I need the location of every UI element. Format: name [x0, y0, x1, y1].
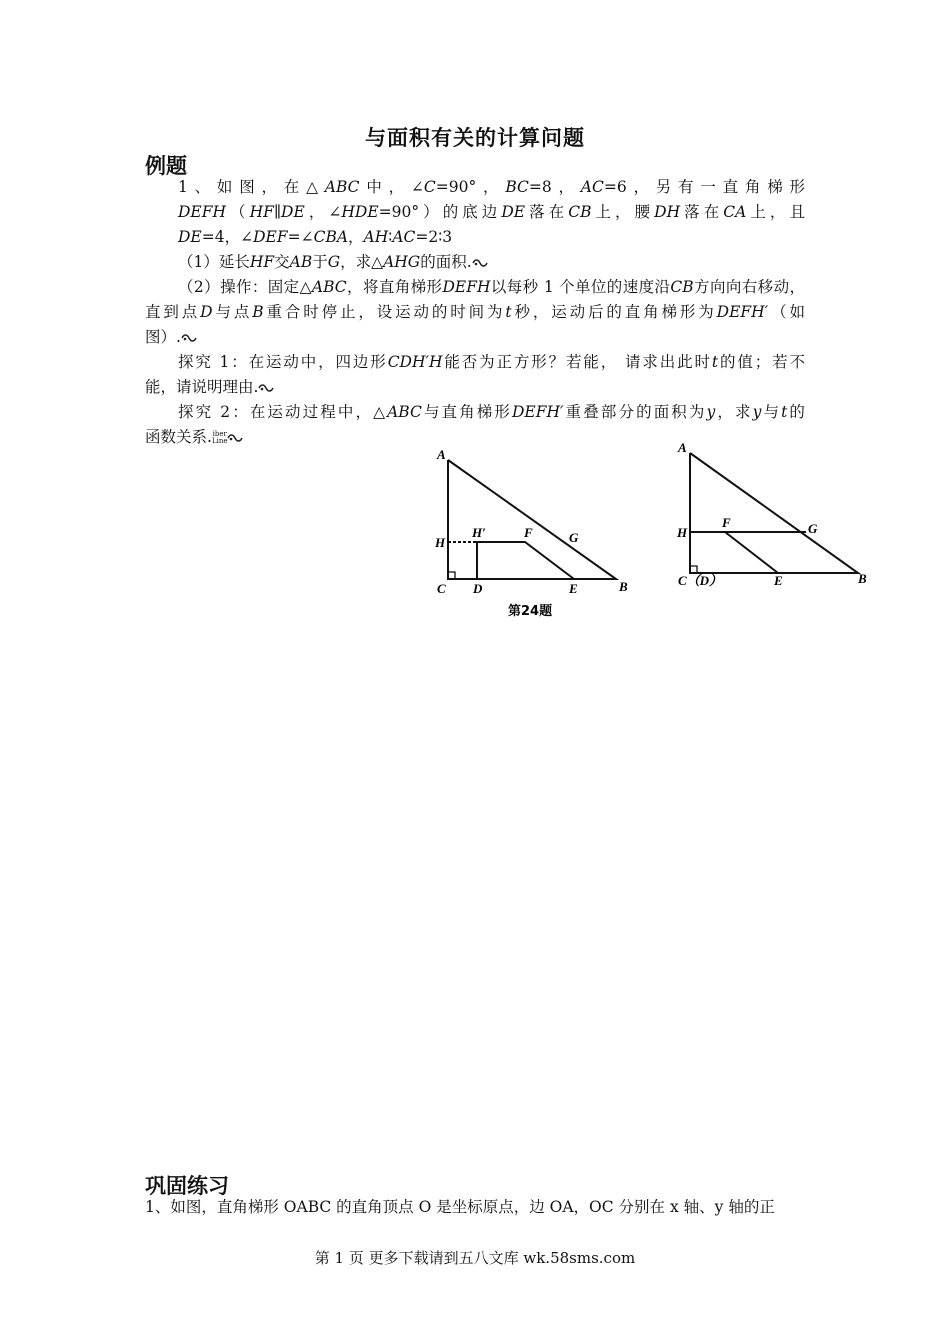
figure-1	[425, 440, 640, 625]
problem-text-line-3: DE=4，∠DEF=∠CBA，AH∶AC=2∶3	[178, 228, 453, 246]
right-angle-mark	[448, 572, 455, 579]
label-d: D	[473, 581, 483, 596]
page-footer: 第 1 页 更多下载请到五八文库 wk.58sms.com	[314, 1249, 636, 1267]
label-c-d: C（D）	[678, 573, 723, 588]
section-heading-practice: 巩固练习	[145, 1174, 229, 1198]
label-h: H	[677, 525, 688, 540]
exploration-1-line-2: 能，请说明理由.	[145, 377, 274, 397]
figure-caption: 第24题	[508, 604, 553, 619]
label-e: E	[569, 581, 578, 596]
exploration-2-line-1: 探究 2：在运动过程中，△ABC与直角梯形DEFH′重叠部分的面积为y，求y与t的	[178, 403, 805, 421]
paragraph-mark-icon	[258, 383, 274, 393]
label-g: G	[808, 521, 818, 536]
label-b: B	[619, 579, 628, 594]
tiny-mark: iber Line	[211, 430, 228, 445]
label-f: F	[524, 525, 533, 540]
label-e: E	[774, 573, 783, 588]
question-2-line-2: 直到点D与点B重合时停止，设运动的时间为t秒，运动后的直角梯形为DEFH′（如	[145, 303, 805, 321]
label-f: F	[722, 515, 731, 530]
problem-text-line-2: DEFH（HF∥DE，∠HDE=90°）的底边DE落在CB上，腰DH落在CA上，且	[178, 203, 805, 221]
label-c: C	[437, 581, 446, 596]
label-b: B	[858, 571, 867, 586]
figure-2	[670, 435, 875, 595]
question-1: （1）延长HF交AB于G，求△AHG的面积.	[178, 252, 488, 272]
practice-problem-1: 1、如图，直角梯形 OABC 的直角顶点 O 是坐标原点，边 OA，OC 分别在 x 轴、y 轴的正	[145, 1198, 775, 1216]
segment-fe	[725, 532, 778, 573]
paragraph-mark-icon	[227, 433, 243, 443]
label-h-prime: H′	[472, 525, 486, 540]
paragraph-mark-icon	[472, 258, 488, 268]
question-2-line-3: 图）.	[145, 327, 197, 347]
label-h: H	[435, 535, 446, 550]
paragraph-mark-icon	[181, 333, 197, 343]
label-a: A	[437, 447, 446, 462]
triangle-abc	[690, 453, 858, 573]
label-a: A	[678, 440, 687, 455]
page-title: 与面积有关的计算问题	[365, 126, 585, 150]
exploration-1-line-1: 探究 1：在运动中，四边形CDH′H能否为正方形？若能， 请求出此时t的值；若不	[178, 353, 805, 371]
label-g: G	[569, 530, 579, 545]
exploration-2-line-2: 函数关系.iber Line	[145, 427, 243, 447]
problem-text-line-1: 1、如图，在△ABC中，∠C=90°，BC=8，AC=6，另有一直角梯形	[178, 178, 805, 196]
section-heading-example: 例题	[145, 154, 187, 178]
right-angle-mark	[690, 566, 697, 573]
trapezoid-defh	[477, 542, 574, 579]
question-2-line-1: （2）操作：固定△ABC，将直角梯形DEFH以每秒 1 个单位的速度沿CB方向向右移动，	[178, 278, 805, 296]
triangle-abc	[448, 460, 616, 579]
